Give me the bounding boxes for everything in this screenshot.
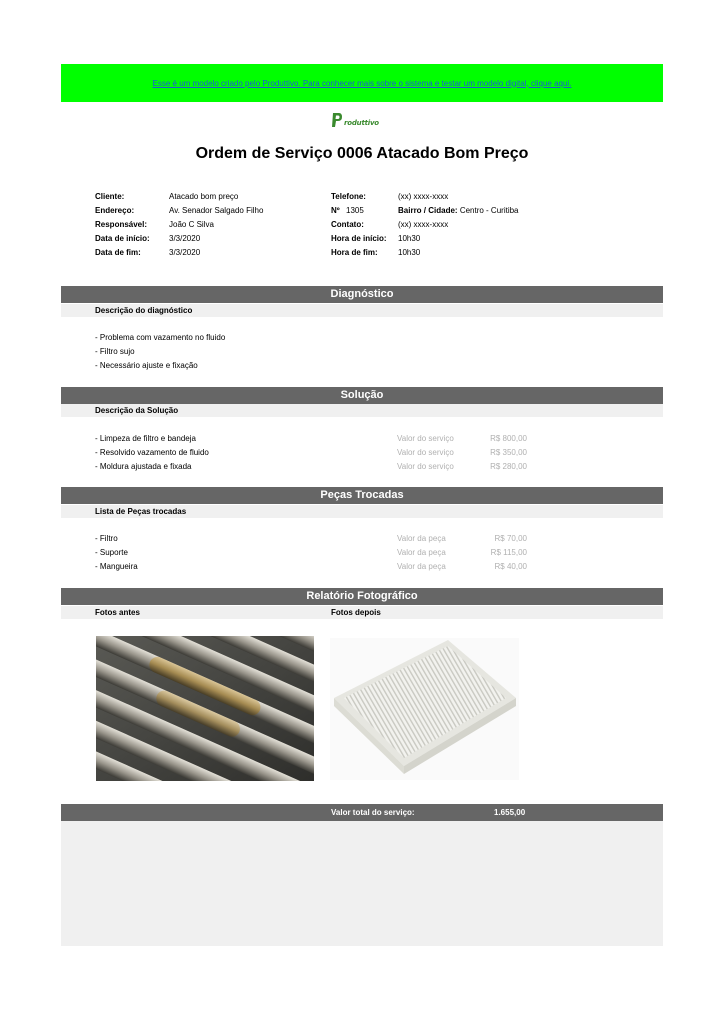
solucao-values	[470, 432, 527, 474]
list-item: - Limpeza de filtro e bandeja	[95, 434, 196, 443]
data-inicio-value: 3/3/2020	[169, 234, 201, 243]
produttivo-p-logo-icon	[331, 112, 343, 128]
produttivo-logo	[331, 111, 395, 129]
valor-peca-label: Valor da peça	[397, 548, 446, 557]
valor-peca-label: Valor da peça	[397, 562, 446, 571]
diagnostico-list	[95, 331, 225, 373]
diagnostico-subheading: Descrição do diagnóstico	[95, 306, 193, 315]
valor-servico: R$ 280,00	[490, 462, 527, 471]
endereco-value: Av. Senador Salgado Filho	[169, 206, 264, 215]
telefone-label: Telefone:	[331, 192, 366, 201]
list-item: - Moldura ajustada e fixada	[95, 462, 192, 471]
data-fim-value: 3/3/2020	[169, 248, 201, 257]
list-item: - Suporte	[95, 548, 128, 557]
promo-banner	[61, 64, 663, 102]
list-item: - Filtro	[95, 534, 118, 543]
bairro-row	[398, 204, 519, 218]
list-item: - Necessário ajuste e fixação	[95, 361, 198, 370]
pecas-subheading-bar	[61, 505, 663, 518]
bairro-value: Centro - Curitiba	[459, 206, 519, 215]
pecas-subheading: Lista de Peças trocadas	[95, 507, 187, 516]
data-fim-label: Data de fim:	[95, 248, 141, 257]
solucao-subheading: Descrição da Solução	[95, 406, 179, 415]
solucao-heading: Solução	[61, 387, 663, 404]
fotos-antes-label: Fotos antes	[95, 608, 140, 617]
diagnostico-heading: Diagnóstico	[61, 286, 663, 303]
info-right-labels	[331, 190, 387, 260]
hora-inicio-label: Hora de início:	[331, 234, 387, 243]
valor-peca: R$ 40,00	[494, 562, 527, 571]
hora-inicio-value: 10h30	[398, 234, 421, 243]
numero-value: 1305	[346, 206, 364, 215]
hora-fim-value: 10h30	[398, 248, 421, 257]
list-item: - Problema com vazamento no fluido	[95, 333, 226, 342]
fotos-depois-label: Fotos depois	[331, 608, 381, 617]
valor-servico-label: Valor do serviço	[397, 434, 454, 443]
info-left-labels	[95, 190, 150, 260]
photo-after	[330, 638, 519, 780]
solucao-subheading-bar	[61, 404, 663, 417]
page-title: Ordem de Serviço 0006 Atacado Bom Preço	[195, 145, 529, 162]
total-bar	[61, 804, 663, 821]
valor-peca: R$ 115,00	[490, 548, 527, 557]
info-left-values	[169, 190, 263, 260]
total-value: 1.655,00	[494, 808, 526, 817]
photo-before	[96, 636, 314, 781]
relatorio-heading: Relatório Fotográfico	[61, 588, 663, 605]
total-label: Valor total do serviço:	[331, 808, 415, 817]
valor-servico: R$ 350,00	[490, 448, 527, 457]
solucao-desc-list	[95, 432, 209, 474]
contato-label: Contato:	[331, 220, 364, 229]
bairro-label: Bairro / Cidade:	[398, 206, 458, 215]
responsavel-label: Responsável:	[95, 220, 148, 229]
logo-text: roduttivo	[344, 119, 379, 127]
responsavel-value: João C Silva	[169, 220, 214, 229]
list-item: - Resolvido vazamento de fluido	[95, 448, 209, 457]
hora-fim-label: Hora de fim:	[331, 248, 378, 257]
valor-servico-label: Valor do serviço	[397, 462, 454, 471]
diagnostico-subheading-bar	[61, 304, 663, 317]
pecas-values	[470, 532, 527, 574]
cliente-value: Atacado bom preço	[169, 192, 239, 201]
cliente-label: Cliente:	[95, 192, 125, 201]
data-inicio-label: Data de início:	[95, 234, 150, 243]
relatorio-subheading-bar	[61, 606, 663, 619]
observations-box	[61, 821, 663, 946]
promo-link[interactable]: Esse é um modelo criado pelo Produttivo. Para conhecer mais sobre o sistema e testar um modelo digital, clique aqui.	[152, 78, 572, 88]
telefone-value: (xx) xxxx-xxxx	[398, 192, 449, 201]
info-right-values	[398, 190, 519, 260]
contato-value: (xx) xxxx-xxxx	[398, 220, 449, 229]
valor-servico: R$ 800,00	[490, 434, 527, 443]
valor-peca: R$ 70,00	[494, 534, 527, 543]
list-item: - Filtro sujo	[95, 347, 135, 356]
endereco-label: Endereço:	[95, 206, 135, 215]
numero-label: Nº	[331, 206, 340, 215]
solucao-value-labels	[397, 432, 454, 474]
list-item: - Mangueira	[95, 562, 138, 571]
valor-peca-label: Valor da peça	[397, 534, 446, 543]
pecas-heading: Peças Trocadas	[61, 487, 663, 504]
valor-servico-label: Valor do serviço	[397, 448, 454, 457]
pecas-value-labels	[397, 532, 446, 574]
pecas-desc-list	[95, 532, 138, 574]
